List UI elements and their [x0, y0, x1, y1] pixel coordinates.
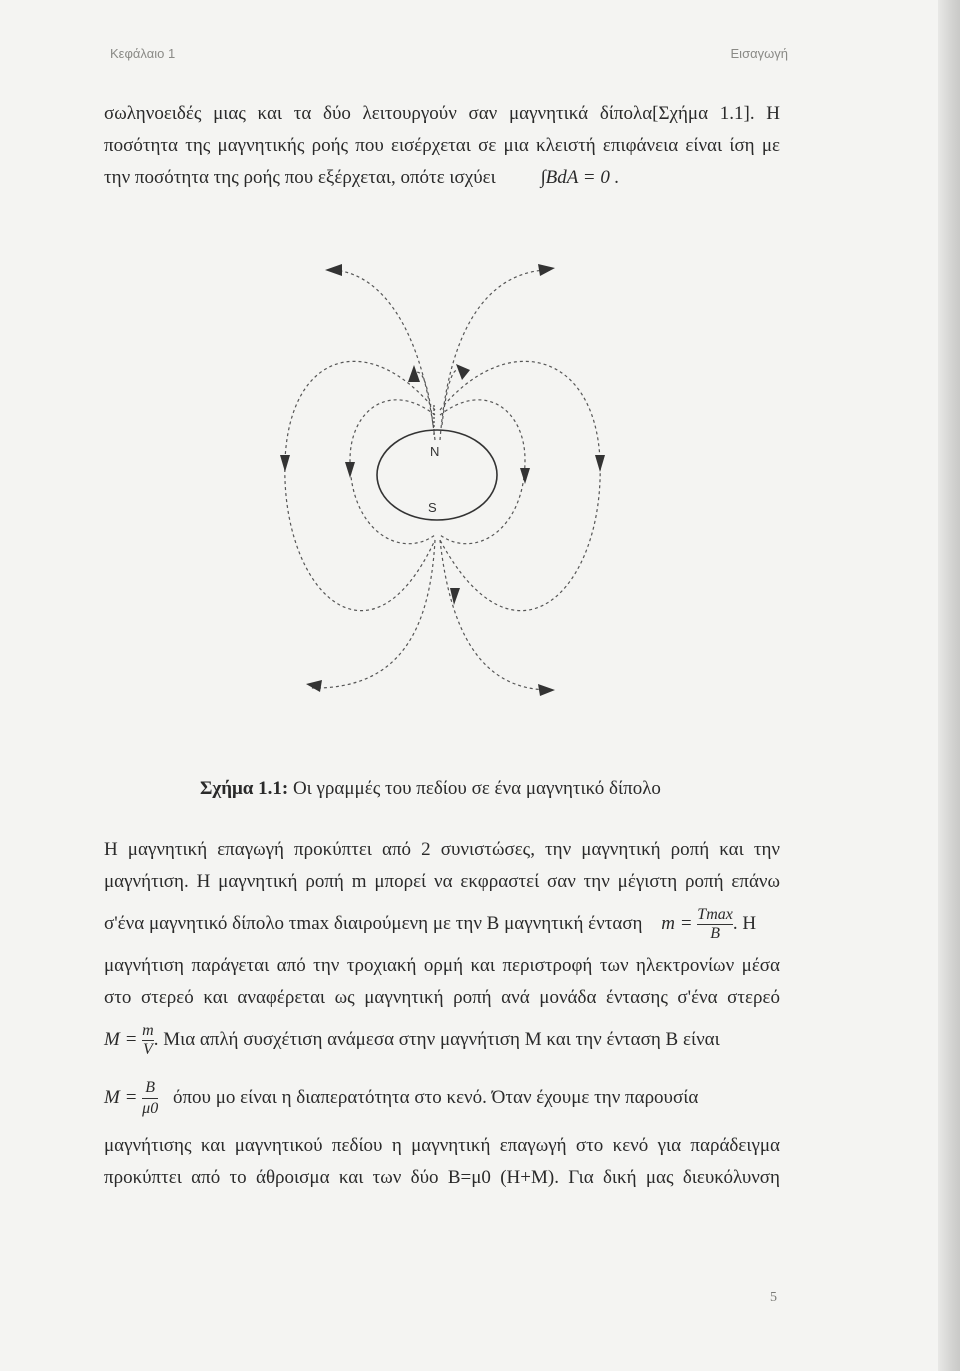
field-line — [440, 270, 550, 440]
formula-denominator: B — [710, 925, 720, 943]
paragraph-line: προκύπτει από το άθροισμα και των δύο B=μ0 (H+M). Για δική μας διευκόλυνση — [104, 1167, 780, 1188]
page-edge-shadow — [938, 0, 960, 1371]
formula-numerator: Tmax — [697, 906, 733, 924]
paragraph-line: μαγνήτιση. Η μαγνητική ροπή m μπορεί να εκφραστεί σαν την μέγιστη ροπή επάνω — [104, 871, 780, 892]
formula-lhs: M = — [104, 1029, 138, 1050]
field-line — [285, 361, 435, 610]
paragraph-text: την ποσότητα της ροής που εξέρχεται, οπότε ισχύει — [104, 167, 496, 188]
formula-numerator: m — [142, 1022, 154, 1040]
paragraph-line: μαγνήτιση παράγεται από την τροχιακή ορμή και περιστροφή των ηλεκτρονίων μέσα — [104, 955, 780, 976]
arrow-icon — [450, 588, 460, 605]
header-section: Εισαγωγή — [730, 46, 788, 61]
paragraph-intro — [104, 98, 780, 194]
flux-integral-formula: ∫BdA = 0 . — [540, 167, 620, 188]
paragraph-text: . Μια απλή συσχέτιση ανάμεσα στην μαγνήτιση M και την ένταση B είναι — [153, 1029, 720, 1050]
arrow-icon — [456, 364, 470, 380]
field-line — [440, 400, 525, 544]
paragraph-line — [104, 1066, 780, 1130]
paragraph-line: στο στερεό και αναφέρεται ως μαγνητική ροπή ανά μονάδα έντασης σ'ένα στερεό — [104, 987, 780, 1008]
formula-denominator: V — [143, 1041, 153, 1059]
paragraph-text: . Η — [732, 913, 757, 934]
formula-lhs: M = — [104, 1087, 138, 1108]
field-line — [350, 400, 435, 544]
formula-fraction — [142, 1078, 158, 1119]
field-line — [440, 361, 600, 610]
paragraph-magnetization — [104, 834, 780, 1194]
caption-label: Σχήμα 1.1: — [200, 778, 289, 799]
formula-denominator: μ0 — [142, 1100, 159, 1118]
paragraph-text: σ'ένα μαγνητικό δίπολο τmax διαιρούμενη με την B μαγνητική ένταση — [104, 913, 643, 934]
arrow-icon — [408, 365, 420, 382]
paragraph-line: ποσότητα της μαγνητικής ροής που εισέρχεται σε μια κλειστή επιφάνεια είναι ίση με — [104, 135, 780, 156]
formula-fraction — [142, 1022, 154, 1059]
paragraph-line: Η μαγνητική επαγωγή προκύπτει από 2 συνιστώσες, την μαγνητική ροπή και την — [104, 839, 780, 860]
arrow-icon — [595, 455, 605, 472]
arrow-icon — [345, 462, 355, 478]
arrow-icon — [520, 468, 530, 484]
paragraph-text: όπου μo είναι η διαπερατότητα στο κενό. Όταν έχουμε την παρουσία — [172, 1087, 699, 1108]
paragraph-line — [104, 898, 780, 950]
field-arrows — [280, 264, 605, 696]
header-chapter: Κεφάλαιο 1 — [110, 46, 176, 61]
arrow-icon — [306, 680, 322, 692]
paragraph-line — [104, 162, 780, 194]
figure-caption — [200, 778, 661, 800]
arrow-icon — [538, 684, 555, 696]
formula-numerator: B — [142, 1078, 158, 1099]
caption-text: Οι γραμμές του πεδίου σε ένα μαγνητικό δίπολο — [288, 778, 661, 799]
field-line — [440, 540, 550, 690]
arrow-icon — [538, 264, 555, 276]
south-pole-label: S — [428, 500, 437, 515]
paragraph-line: μαγνήτισης και μαγνητικού πεδίου η μαγνητική επαγωγή στο κενό για παράδειγμα — [104, 1135, 780, 1156]
field-line — [310, 540, 435, 688]
arrow-icon — [280, 455, 290, 472]
formula-fraction — [697, 906, 733, 943]
north-pole-label: N — [430, 444, 440, 459]
paragraph-line: σωληνοειδές μιας και τα δύο λειτουργούν σαν μαγνητικά δίπολα[Σχήμα 1.1]. Η — [104, 103, 780, 124]
formula-lhs: m = — [661, 913, 693, 934]
dipole-field-figure — [250, 210, 670, 710]
page-number: 5 — [770, 1290, 777, 1305]
arrow-icon — [325, 264, 342, 276]
field-line — [330, 270, 435, 440]
paragraph-line — [104, 1014, 780, 1066]
